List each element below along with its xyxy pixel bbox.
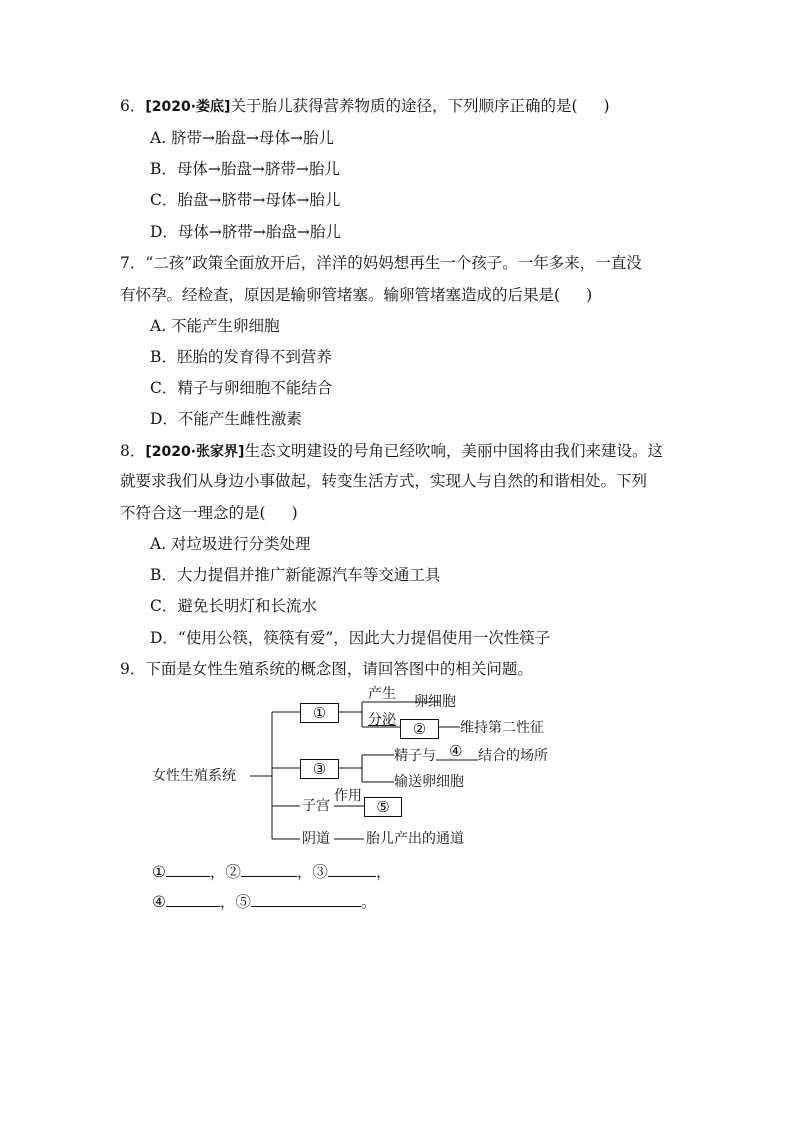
label-uterus: 子宫 <box>302 798 330 814</box>
option-c[interactable]: C．胎盘→脐带→母体→胎儿 <box>150 191 341 209</box>
answer-end: 。 <box>360 893 377 911</box>
paren-close: ) <box>586 286 593 304</box>
question-8-stem-line2: 就要求我们从身边小事做起，转变生活方式，实现人与自然的和谐相处。下列 <box>120 472 648 490</box>
question-number: 8． <box>120 442 146 460</box>
answer-blank-2[interactable] <box>241 860 297 877</box>
answer-sep: ， <box>375 863 392 881</box>
diagram-box-1[interactable]: ① <box>300 703 339 723</box>
option-c[interactable]: C．避免长明灯和长流水 <box>150 597 317 615</box>
answer-label-2: ，② <box>209 863 241 881</box>
question-7-stem-line1 <box>120 253 642 273</box>
diagram-box-2[interactable]: ② <box>400 719 439 739</box>
question-9-stem <box>120 659 533 679</box>
option-a[interactable]: A. 脐带→胎盘→母体→胎儿 <box>150 129 335 147</box>
option-b[interactable]: B．大力提倡并推广新能源汽车等交通工具 <box>150 566 441 584</box>
question-text: 关于胎儿获得营养物质的途径，下列顺序正确的是( <box>230 97 578 115</box>
question-text: 下面是女性生殖系统的概念图，请回答图中的相关问题。 <box>145 660 533 678</box>
option-b[interactable]: B．母体→胎盘→脐带→胎儿 <box>150 160 340 178</box>
answer-line-2 <box>152 890 376 912</box>
paren-close: ) <box>291 504 298 522</box>
answer-label-4: ④ <box>152 893 166 911</box>
answer-blank-1[interactable] <box>166 860 210 877</box>
label-function: 作用 <box>334 788 362 804</box>
question-8-stem-line3 <box>120 503 298 523</box>
question-text: 不符合这一理念的是( <box>120 504 266 522</box>
question-number: 6． <box>120 97 146 115</box>
option-d[interactable]: D．不能产生雌性激素 <box>150 410 302 428</box>
question-text: 生态文明建设的号角已经吹响，美丽中国将由我们来建设。这 <box>244 442 663 460</box>
question-6-stem <box>120 96 610 117</box>
option-a[interactable]: A. 不能产生卵细胞 <box>150 317 280 335</box>
answer-blank-5[interactable] <box>251 890 361 907</box>
answer-label-3: ，③ <box>296 863 328 881</box>
label-transport: 输送卵细胞 <box>394 774 464 790</box>
answer-label-1: ① <box>152 863 166 881</box>
label-secrete: 分泌 <box>368 712 396 728</box>
label-vagina: 阴道 <box>302 831 330 847</box>
question-text: “二孩”政策全面放开后，洋洋的妈妈想再生一个孩子。一年多来，一直没 <box>145 254 642 272</box>
answer-label-5: ，⑤ <box>219 893 251 911</box>
question-number: 7． <box>120 254 146 272</box>
paren-close: ) <box>603 97 610 115</box>
question-8-stem-line1 <box>120 441 663 462</box>
option-b[interactable]: B．胚胎的发育得不到营养 <box>150 348 332 366</box>
question-7-stem-line2 <box>120 285 592 305</box>
option-d[interactable]: D．母体→脐带→胎盘→胎儿 <box>150 223 341 241</box>
answer-blank-4[interactable] <box>166 890 220 907</box>
question-source: [2020·张家界] <box>145 444 245 460</box>
option-d[interactable]: D．“使用公筷，筷筷有爱”，因此大力提倡使用一次性筷子 <box>150 629 551 647</box>
question-text: 有怀孕。经检查，原因是输卵管堵塞。输卵管堵塞造成的后果是( <box>120 286 561 304</box>
label-sperm-and: 精子与 <box>394 748 436 764</box>
question-number: 9． <box>120 660 146 678</box>
label-combine-place: 结合的场所 <box>478 748 548 764</box>
diagram-root: 女性生殖系统 <box>152 768 236 784</box>
diagram-box-5[interactable]: ⑤ <box>364 797 402 817</box>
label-birth-canal: 胎儿产出的通道 <box>366 831 464 847</box>
diagram-box-3[interactable]: ③ <box>300 759 339 779</box>
question-source: [2020·娄底] <box>145 99 231 115</box>
answer-blank-3[interactable] <box>328 860 376 877</box>
diagram-blank-4[interactable]: ④ <box>449 742 463 760</box>
label-egg-cell: 卵细胞 <box>414 694 456 710</box>
option-c[interactable]: C．精子与卵细胞不能结合 <box>150 379 333 397</box>
option-a[interactable]: A. 对垃圾进行分类处理 <box>150 535 311 553</box>
label-produce: 产生 <box>368 686 396 702</box>
answer-line-1 <box>152 860 391 882</box>
label-maintain: 维持第二性征 <box>460 720 544 736</box>
